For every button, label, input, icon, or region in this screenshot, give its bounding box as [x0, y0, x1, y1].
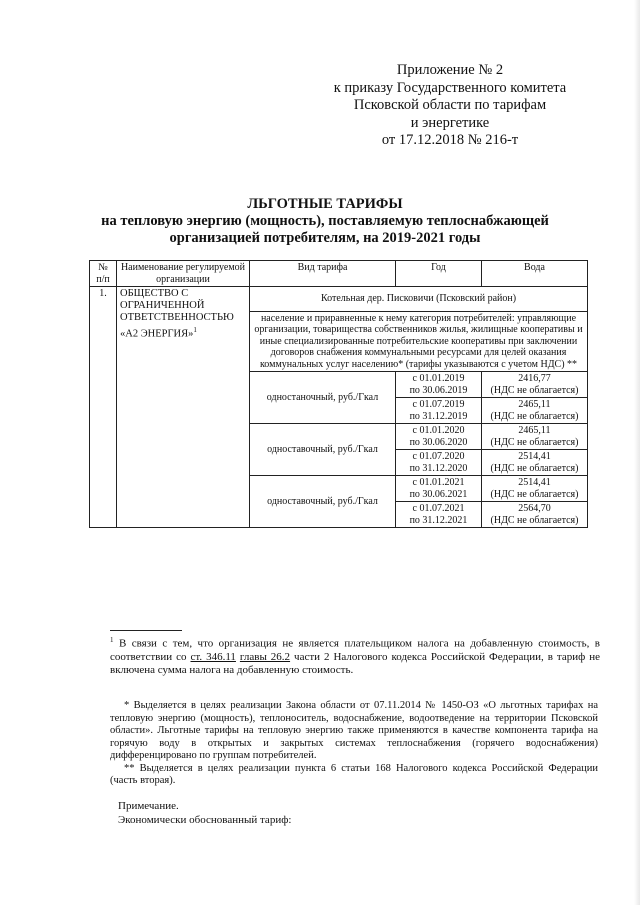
table-row	[90, 287, 588, 312]
remark-block	[118, 800, 291, 827]
header-line: Псковской области по тарифам	[353, 97, 547, 113]
footnote-mark: 1	[193, 326, 197, 334]
header-org: Наименование регулируемой организации	[117, 261, 250, 287]
tariff-type: одноставочный, руб./Гкал	[250, 476, 396, 528]
note-star2: ** Выделяется в целях реализации пункта 6 статьи 168 Налогового кодекса Российской Федерации (часть вторая).	[110, 762, 598, 786]
period-from: с 01.07.2019	[412, 399, 465, 410]
tariff-value: 2514,41	[518, 451, 551, 462]
vat-note: (НДС не облагается)	[490, 384, 579, 396]
header-water: Вода	[482, 261, 588, 287]
header-line: Приложение № 2	[396, 62, 504, 78]
period-to: по 30.06.2020	[409, 436, 468, 448]
period-from: с 01.01.2020	[412, 425, 465, 436]
tariff-table	[89, 260, 588, 528]
value-cell	[482, 398, 588, 424]
period-from: с 01.01.2019	[412, 373, 465, 384]
period-from: с 01.07.2020	[412, 451, 465, 462]
tariff-value: 2416,77	[518, 373, 551, 384]
header-line: к приказу Государственного комитета	[333, 79, 567, 96]
header-line: от 17.12.2018 № 216-т	[381, 132, 519, 148]
vat-note: (НДС не облагается)	[490, 462, 579, 474]
period-to: по 30.06.2019	[409, 384, 468, 396]
row-number: 1.	[90, 287, 117, 528]
tariff-value: 2514,41	[518, 477, 551, 488]
law-link-article[interactable]: ст. 346.11	[190, 650, 236, 663]
header-num: № п/п	[90, 261, 117, 287]
value-cell	[482, 450, 588, 476]
period-to: по 31.12.2020	[409, 462, 468, 474]
organization-name: ОБЩЕСТВО С ОГРАНИЧЕННОЙ ОТВЕТСТВЕННОСТЬЮ «А2 ЭНЕРГИЯ»	[120, 288, 234, 340]
value-cell	[482, 372, 588, 398]
vat-note: (НДС не облагается)	[490, 488, 579, 500]
law-link-chapter[interactable]: главы 26.2	[239, 650, 291, 663]
footnote-text: части 2 Налогового кодекса Российской Федерации, в тариф не включена сумма налога на добавленную стоимость.	[110, 650, 600, 676]
tariff-value: 2465,11	[518, 399, 551, 410]
note-star1: * Выделяется в целях реализации Закона области от 07.11.2014 № 1450-ОЗ «О льготных тарифах на тепловую энергию (мощность), теплоноситель, водоснабжение, водоотведение на территории Псковской области». Льготные тарифы на тепловую энергию также применяются в качестве компонента тарифа на горячую воду в открытых и закрытых системах теплоснабжения (горячего водоснабжения) дифференцировано по группам потребителей.	[110, 700, 598, 761]
header-year: Год	[396, 261, 482, 287]
period-cell	[396, 398, 482, 424]
tariff-value: 2564,70	[518, 503, 551, 514]
header-line: и энергетике	[410, 114, 490, 131]
tariff-type: одностаночный, руб./Гкал	[250, 372, 396, 424]
footnote-separator	[110, 630, 182, 631]
title-line-1: ЛЬГОТНЫЕ ТАРИФЫ	[247, 196, 403, 212]
footnote-text: В связи с тем, что организация не является плательщиком налога на добавленную стоимость, в соответствии со	[110, 637, 600, 663]
vat-note: (НДС не облагается)	[490, 410, 579, 422]
period-cell	[396, 424, 482, 450]
value-cell	[482, 424, 588, 450]
remark-text: Экономически обоснованный тариф:	[118, 813, 292, 826]
tariff-type: одноставочный, руб./Гкал	[250, 424, 396, 476]
period-cell	[396, 450, 482, 476]
tariff-value: 2465,11	[518, 425, 551, 436]
footnote-number: 1	[110, 636, 114, 644]
period-to: по 31.12.2019	[409, 410, 468, 422]
title-line-2: на тепловую энергию (мощность), поставляемую теплоснабжающей	[101, 213, 549, 229]
period-from: с 01.01.2021	[412, 477, 465, 488]
footnote	[110, 634, 600, 677]
appendix-header	[300, 62, 600, 150]
scan-edge	[634, 0, 640, 905]
value-cell	[482, 502, 588, 528]
period-cell	[396, 476, 482, 502]
remark-label: Примечание.	[118, 800, 179, 812]
vat-note: (НДС не облагается)	[490, 514, 579, 526]
vat-note: (НДС не облагается)	[490, 436, 579, 448]
boiler-name: Котельная дер. Писковичи (Псковский район)	[250, 287, 588, 312]
consumer-category: население и приравненные к нему категория потребителей: управляющие организации, товарищества собственников жилья, жилищные кооперативы и иные специализированные потребительские кооперативы при заключении договоров снабжения коммунальными ресурсами для целей оказания коммунальных услуг населению* (тарифы указываются с учетом НДС) **	[250, 311, 588, 372]
period-to: по 31.12.2021	[409, 514, 468, 526]
period-to: по 30.06.2021	[409, 488, 468, 500]
notes-block	[110, 700, 598, 788]
header-type: Вид тарифа	[250, 261, 396, 287]
period-cell	[396, 372, 482, 398]
table-header-row	[90, 261, 588, 287]
period-cell	[396, 502, 482, 528]
document-title	[90, 196, 560, 247]
value-cell	[482, 476, 588, 502]
period-from: с 01.07.2021	[412, 503, 465, 514]
organization-cell	[117, 287, 250, 528]
title-line-3: организацией потребителям, на 2019-2021 годы	[169, 230, 481, 246]
